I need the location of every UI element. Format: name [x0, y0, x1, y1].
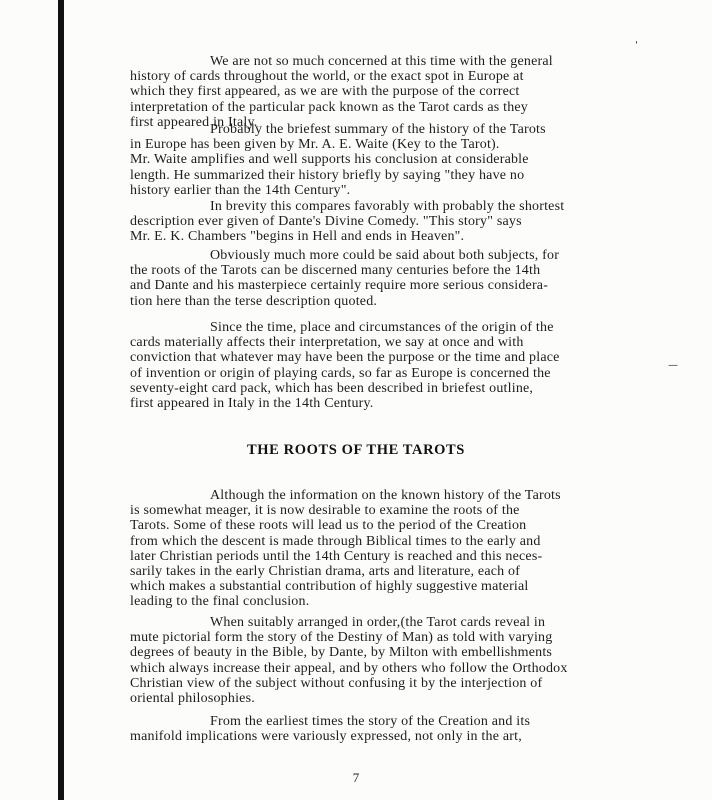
page-number: 7: [352, 770, 360, 785]
paragraph-4: [130, 248, 660, 309]
text-line: Since the time, place and circumstances of the origin of the: [210, 320, 554, 335]
text-line: the roots of the Tarots can be discerned many centuries before the 14th: [130, 263, 541, 279]
text-line: mute pictorial form the story of the Destiny of Man) as told with varying: [130, 630, 553, 646]
binding-edge: [58, 0, 64, 800]
paragraph-7: [130, 615, 660, 706]
paragraph-8: [130, 714, 660, 744]
text-line: manifold implications were variously expressed, not only in the art,: [130, 729, 522, 745]
text-line: oriental philosophies.: [130, 691, 255, 707]
text-line: conviction that whatever may have been the purpose or the time and place: [130, 350, 560, 366]
paragraph-6: [130, 488, 660, 610]
text-line: description ever given of Dante's Divine Comedy. "This story" says: [130, 214, 522, 230]
paragraph-2: [130, 122, 660, 198]
paragraph-1: [130, 54, 660, 130]
text-line: Tarots. Some of these roots will lead us to the period of the Creation: [130, 518, 527, 534]
text-line: in Europe has been given by Mr. A. E. Waite (Key to the Tarot).: [130, 137, 500, 153]
text-line: degrees of beauty in the Bible, by Dante, by Milton with embellishments: [130, 645, 553, 661]
text-line: We are not so much concerned at this time with the general: [210, 54, 553, 69]
text-line: history of cards throughout the world, or the exact spot in Europe at: [130, 69, 524, 85]
text-line: which makes a substantial contribution of highly suggestive material: [130, 579, 529, 595]
text-line: leading to the final conclusion.: [130, 594, 310, 610]
margin-mark: —: [668, 360, 678, 371]
text-line: and Dante and his masterpiece certainly require more serious considera-: [130, 278, 549, 294]
text-line: interpretation of the particular pack known as the Tarot cards as they: [130, 99, 529, 115]
text-line: Mr. E. K. Chambers "begins in Hell and ends in Heaven".: [130, 229, 465, 245]
text-line: later Christian periods until the 14th Century is reached and this neces-: [130, 548, 543, 564]
paragraph-3: [130, 199, 660, 245]
text-line: first appeared in Italy.: [130, 114, 258, 130]
text-line: seventy-eight card pack, which has been described in briefest outline,: [130, 380, 534, 396]
text-line: Probably the briefest summary of the history of the Tarots: [210, 122, 546, 137]
text-line: sarily takes in the early Christian drama, arts and literature, each of: [130, 564, 521, 580]
section-heading: THE ROOTS OF THE TAROTS: [247, 442, 465, 458]
text-line: first appeared in Italy in the 14th Century.: [130, 396, 374, 412]
text-line: of invention or origin of playing cards, so far as Europe is concerned the: [130, 365, 551, 381]
text-line: Obviously much more could be said about both subjects, for: [210, 248, 560, 263]
text-line: From the earliest times the story of the Creation and its: [210, 714, 531, 729]
text-line: cards materially affects their interpretation, we say at once and with: [130, 335, 524, 351]
text-line: tion here than the terse description quoted.: [130, 293, 378, 309]
text-line: Christian view of the subject without confusing it by the interjection of: [130, 675, 543, 691]
text-line: Although the information on the known history of the Tarots: [210, 488, 561, 503]
text-line: which always increase their appeal, and by others who follow the Orthodox: [130, 660, 568, 676]
text-line: is somewhat meager, it is now desirable to examine the roots of the: [130, 503, 520, 519]
text-line: from which the descent is made through Biblical times to the early and: [130, 533, 541, 549]
text-line: Mr. Waite amplifies and well supports his conclusion at considerable: [130, 152, 529, 168]
text-line: In brevity this compares favorably with probably the shortest: [210, 199, 565, 214]
text-line: which they first appeared, as we are with the purpose of the correct: [130, 84, 520, 100]
text-line: length. He summarized their history briefly by saying "they have no: [130, 167, 525, 183]
text-line: history earlier than the 14th Century".: [130, 182, 351, 198]
text-line: When suitably arranged in order,(the Tarot cards reveal in: [210, 615, 546, 630]
margin-mark: ': [635, 40, 638, 51]
paragraph-5: [130, 320, 660, 411]
